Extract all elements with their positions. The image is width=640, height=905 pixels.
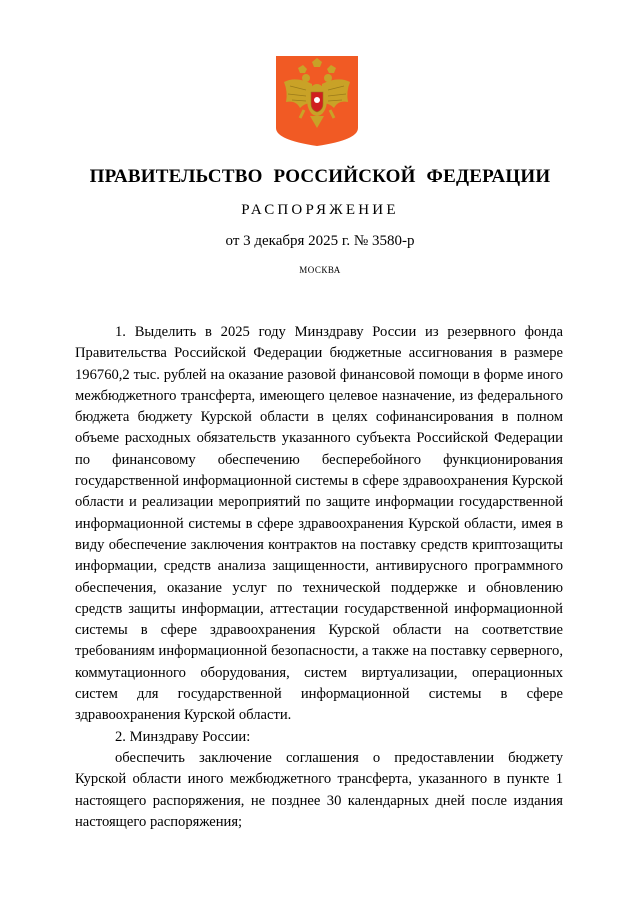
- document-type: РАСПОРЯЖЕНИЕ: [241, 202, 399, 218]
- russian-coat-of-arms-icon: [276, 56, 358, 146]
- government-title: ПРАВИТЕЛЬСТВО РОССИЙСКОЙ ФЕДЕРАЦИИ: [89, 166, 551, 187]
- paragraph-2: 2. Минздраву России:: [115, 728, 251, 745]
- document-body: [75, 322, 563, 833]
- paragraph-3: обеспечить заключение соглашения о предоставлении бюджету Курской области иного межбюджетного трансферта, указанного в пункте 1 настоящего распоряжения, не позднее 30 календарных дней после издания настоящего распоряжения;: [75, 749, 563, 830]
- document-city: МОСКВА: [299, 265, 341, 275]
- document-date-number: от 3 декабря 2025 г. № 3580-р: [225, 233, 415, 249]
- paragraph-1: 1. Выделить в 2025 году Минздраву России из резервного фонда Правительства Российской Федерации бюджетные ассигнования в размере 196760,2 тыс. рублей на оказание разовой финансовой помощи в форме иного межбюджетного трансферта, имеющего целевое назначение, из федерального бюджета бюджету Курской области в целях софинансирования в полном объеме расходных обязательств указанного субъекта Российской Федерации по финансовому обеспечению бесперебойного функционирования государственной информационной системы в сфере здравоохранения Курской области и реализации мероприятий по защите информации государственной информационной системы в сфере здравоохранения Курской области, имея в виду обеспечение заключения контрактов на поставку средств криптозащиты информации, средств анализа защищенности, антивирусного программного обеспечения, оказание услуг по технической поддержке и обновлению средств защиты информации, аттестации государственной информационной системы в сфере здравоохранения Курской области на соответствие требованиям информационной безопасности, а также на поставку серверного, коммутационного оборудования, систем виртуализации, операционных систем для государственной информационной системы в сфере здравоохранения Курской области.: [75, 324, 563, 724]
